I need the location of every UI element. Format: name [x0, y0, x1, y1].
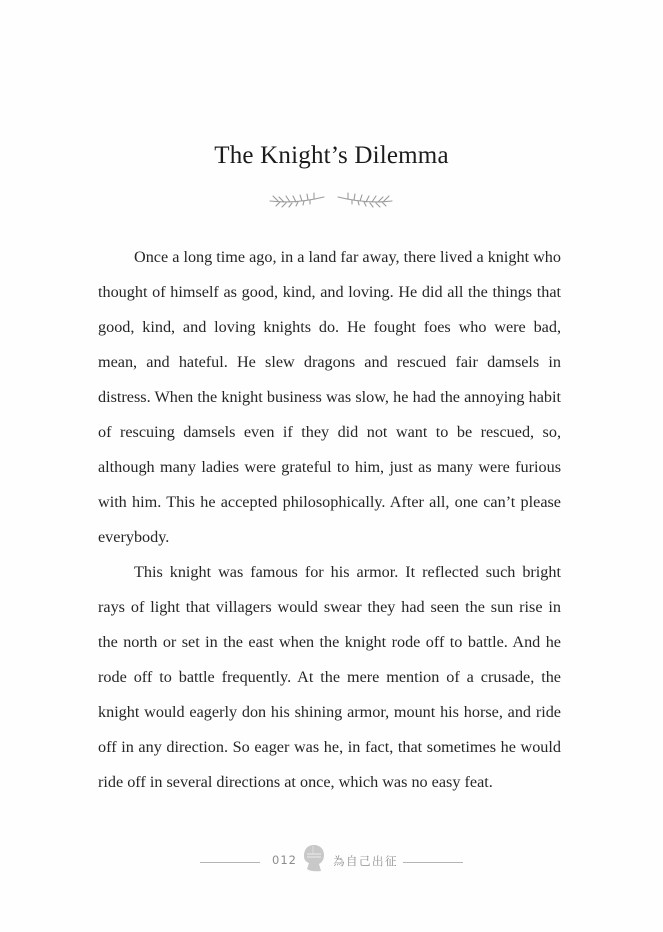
footer-rule-right — [403, 862, 463, 863]
chapter-body — [98, 240, 561, 800]
laurel-branches-icon — [266, 188, 396, 210]
page-footer — [200, 843, 463, 875]
paragraph: This knight was famous for his armor. It reflected such bright rays of light that villagers would swear they had seen the sun rise in the north or set in the east when the knight rode off to battle. And he rode off to battle frequently. At the mere mention of a crusade, the knight would eagerly don his shining armor, mount his horse, and ride off in any direction. So eager was he, in fact, that sometimes he would ride off in several directions at once, which was no easy feat. — [98, 563, 561, 791]
page-number: 012 — [272, 853, 297, 867]
footer-rule-left — [200, 862, 260, 863]
paragraph: Once a long time ago, in a land far away, there lived a knight who thought of himself as good, kind, and loving. He did all the things that good, kind, and loving knights do. He fought foes who were bad, mean, and hateful. He slew dragons and rescued fair damsels in distress. When the knight business was slow, he had the annoying habit of rescuing damsels even if they did not want to be rescued, so, although many ladies were grateful to him, just as many were furious with him. This he accepted philosophically. After all, one can’t please everybody. — [98, 248, 561, 546]
knight-helmet-icon — [301, 843, 327, 873]
chapter-title: The Knight’s Dilemma — [214, 142, 449, 169]
book-title: 為自己出征 — [333, 854, 398, 868]
